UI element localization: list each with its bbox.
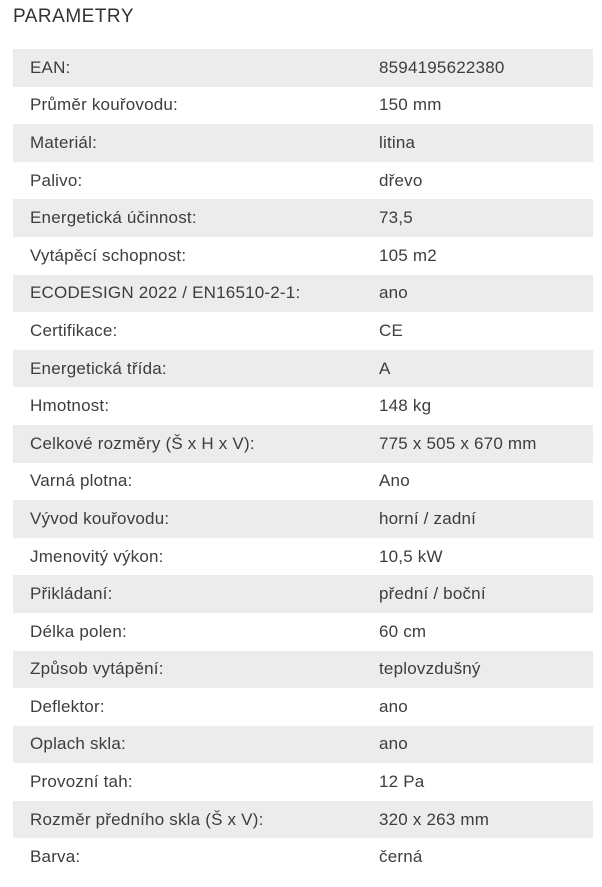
table-row: [13, 688, 593, 726]
table-row: [13, 350, 593, 388]
section-title: PARAMETRY: [13, 6, 134, 27]
table-row: [13, 651, 593, 689]
parameter-value: litina: [379, 132, 416, 152]
table-row: [13, 500, 593, 538]
parameter-label: Přikládaní:: [30, 584, 113, 604]
parameter-label: Délka polen:: [30, 621, 127, 641]
table-row: [13, 463, 593, 501]
parameter-label: Vytápěcí schopnost:: [30, 245, 187, 265]
parameter-label: Palivo:: [30, 170, 83, 190]
parameter-label: Varná plotna:: [30, 471, 133, 491]
table-row: [13, 199, 593, 237]
parameter-label: Materiál:: [30, 132, 97, 152]
parameter-label: Jmenovitý výkon:: [30, 546, 164, 566]
parameter-value: 73,5: [379, 208, 413, 228]
parameter-value: horní / zadní: [379, 508, 477, 528]
parameter-value: ano: [379, 283, 408, 303]
table-row: [13, 613, 593, 651]
parameter-value: 150 mm: [379, 95, 442, 115]
parameter-label: Barva:: [30, 847, 81, 867]
parameter-label: Energetická účinnost:: [30, 208, 197, 228]
table-row: [13, 425, 593, 463]
parameter-value: A: [379, 358, 391, 378]
parameter-label: EAN:: [30, 57, 71, 77]
table-row: [13, 312, 593, 350]
parameter-value: 105 m2: [379, 245, 437, 265]
parameter-value: 320 x 263 mm: [379, 809, 490, 829]
table-row: [13, 275, 593, 313]
table-row: [13, 575, 593, 613]
table-row: [13, 237, 593, 275]
table-row: [13, 87, 593, 125]
parameter-label: Vývod kouřovodu:: [30, 508, 170, 528]
parameter-label: Provozní tah:: [30, 772, 133, 792]
parameter-label: Energetická třída:: [30, 358, 167, 378]
parameter-value: 775 x 505 x 670 mm: [379, 433, 537, 453]
table-row: [13, 124, 593, 162]
table-row: [13, 49, 593, 87]
parameter-label: Průměr kouřovodu:: [30, 95, 178, 115]
parameter-value: CE: [379, 320, 404, 340]
parameter-label: Celkové rozměry (Š x H x V):: [30, 433, 255, 453]
parameters-table: [13, 49, 593, 876]
table-row: [13, 162, 593, 200]
parameter-value: 10,5 kW: [379, 546, 443, 566]
parameter-label: Rozměr předního skla (Š x V):: [30, 809, 264, 829]
parameter-value: černá: [379, 847, 423, 867]
parameter-label: Hmotnost:: [30, 396, 110, 416]
parameter-value: ano: [379, 734, 408, 754]
parameter-value: 12 Pa: [379, 772, 425, 792]
parameter-value: ano: [379, 696, 408, 716]
parameter-label: Deflektor:: [30, 696, 105, 716]
table-row: [13, 801, 593, 839]
parameter-value: 8594195622380: [379, 57, 505, 77]
parameter-value: Ano: [379, 471, 410, 491]
table-row: [13, 726, 593, 764]
table-row: [13, 387, 593, 425]
parameter-label: ECODESIGN 2022 / EN16510-2-1:: [30, 283, 301, 303]
parameter-value: přední / boční: [379, 584, 486, 604]
parameter-value: 148 kg: [379, 396, 432, 416]
parameter-value: dřevo: [379, 170, 423, 190]
table-row: [13, 838, 593, 876]
table-row: [13, 538, 593, 576]
parameter-label: Způsob vytápění:: [30, 659, 164, 679]
parameter-label: Certifikace:: [30, 320, 118, 340]
table-row: [13, 763, 593, 801]
parameter-value: teplovzdušný: [379, 659, 481, 679]
parameter-label: Oplach skla:: [30, 734, 126, 754]
parameter-value: 60 cm: [379, 621, 427, 641]
